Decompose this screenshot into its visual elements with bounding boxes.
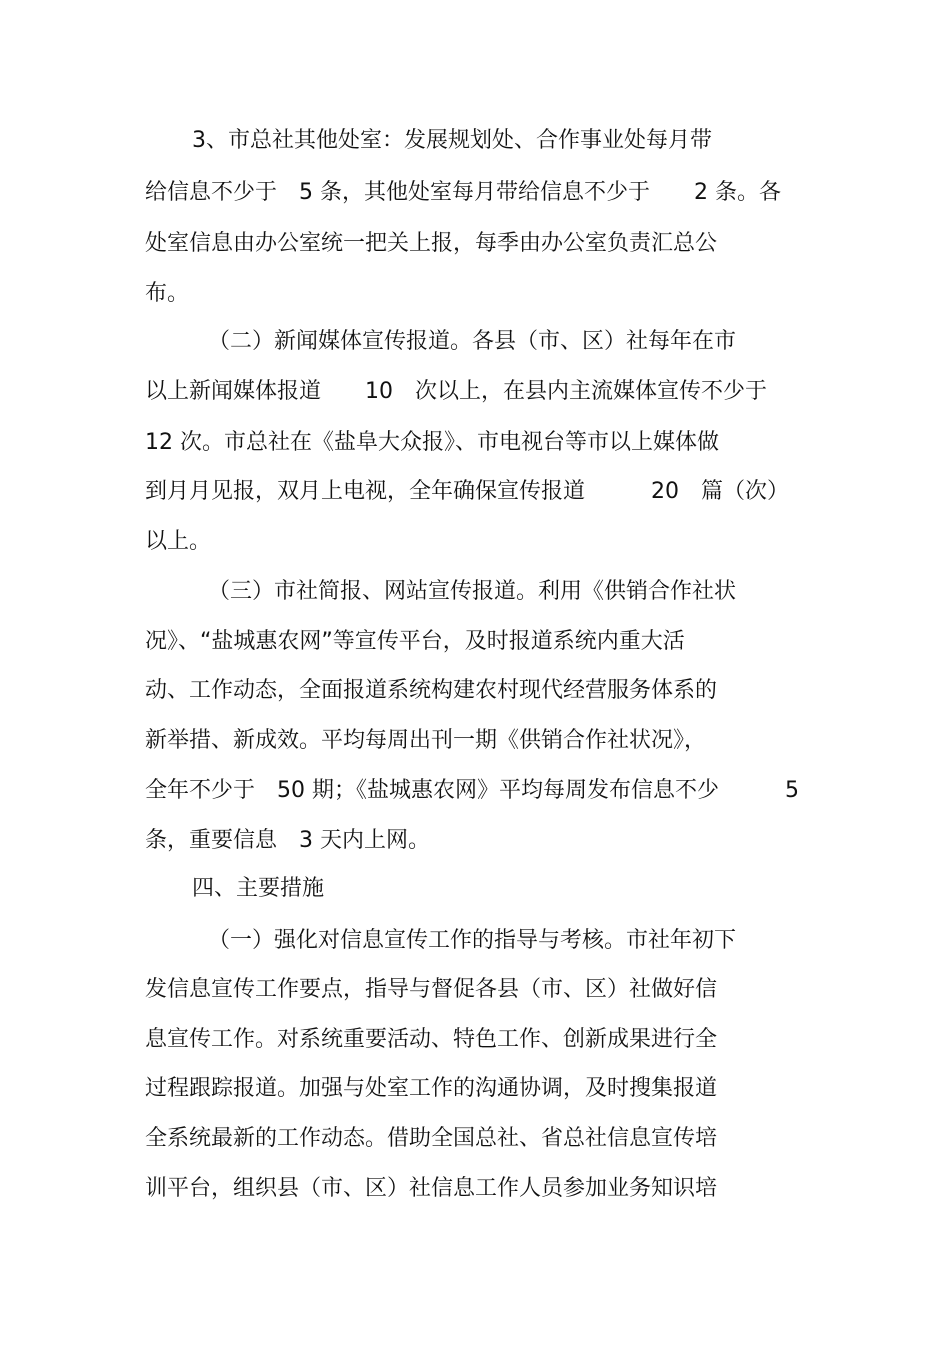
paragraph-line: 全系统最新的工作动态。借助全国总社、省总社信息宣传培 (145, 1126, 718, 1151)
paragraph-line: 训平台，组织县（市、区）社信息工作人员参加业务知识培 (145, 1176, 718, 1201)
paragraph-line: （一）强化对信息宣传工作的指导与考核。市社年初下 (208, 928, 737, 953)
paragraph-line: 3、市总社其他处室：发展规划处、合作事业处每月带 (192, 128, 712, 153)
paragraph-line: 布。 (145, 281, 190, 306)
paragraph-line: 全年不少于 50 期；《盐城惠农网》平均每周发布信息不少 5 (145, 778, 799, 803)
paragraph-line: 到月月见报，双月上电视，全年确保宣传报道 20 篇（次） (145, 479, 789, 504)
paragraph-line: 以上新闻媒体报道 10 次以上，在县内主流媒体宣传不少于 (145, 379, 767, 404)
paragraph-line: 新举措、新成效。平均每周出刊一期《供销合作社状况》， (145, 728, 707, 753)
paragraph-line: （三）市社简报、网站宣传报道。利用《供销合作社状 (208, 579, 737, 604)
section-heading: 四、主要措施 (192, 876, 325, 901)
paragraph-line: 过程跟踪报道。加强与处室工作的沟通协调，及时搜集报道 (145, 1076, 718, 1101)
paragraph-line: 息宣传工作。对系统重要活动、特色工作、创新成果进行全 (145, 1027, 718, 1052)
paragraph-line: （二）新闻媒体宣传报道。各县（市、区）社每年在市 (208, 329, 737, 354)
paragraph-line: 给信息不少于 5 条，其他处室每月带给信息不少于 2 条。各 (145, 180, 781, 205)
paragraph-line: 况》、“盐城惠农网”等宣传平台，及时报道系统内重大活 (145, 629, 685, 654)
paragraph-line: 条，重要信息 3 天内上网。 (145, 828, 430, 853)
paragraph-line: 处室信息由办公室统一把关上报，每季由办公室负责汇总公 (145, 231, 718, 256)
paragraph-line: 发信息宣传工作要点，指导与督促各县（市、区）社做好信 (145, 977, 718, 1002)
paragraph-line: 12 次。市总社在《盐阜大众报》、市电视台等市以上媒体做 (145, 430, 719, 455)
paragraph-line: 动、工作动态，全面报道系统构建农村现代经营服务体系的 (145, 678, 718, 703)
paragraph-line: 以上。 (145, 529, 212, 554)
